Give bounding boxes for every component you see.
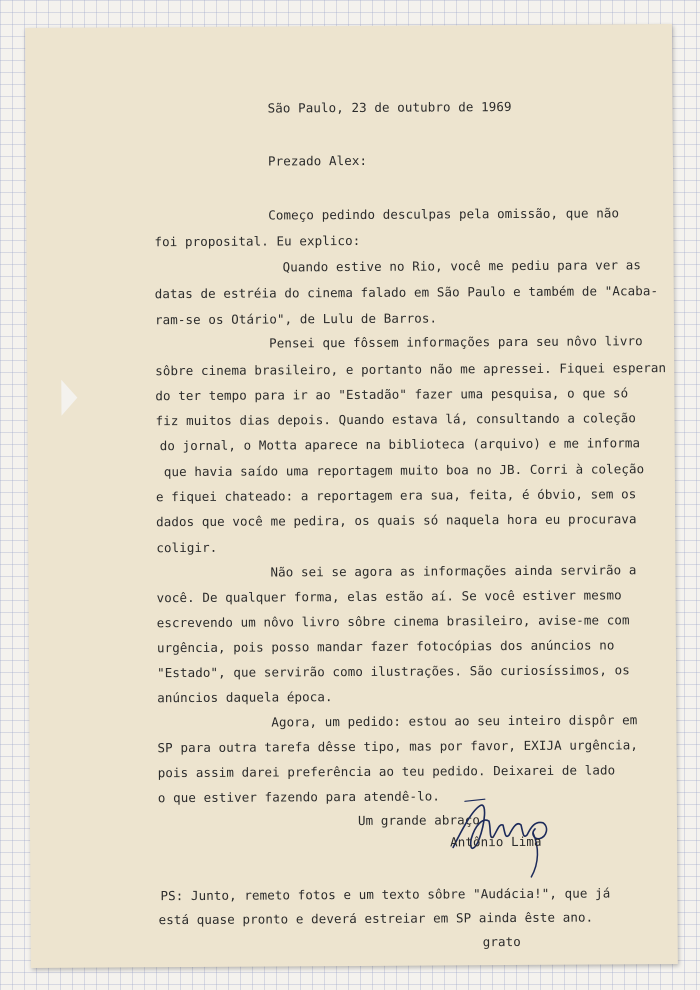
body-line: o que estiver fazendo para atendê-lo.	[157, 788, 441, 806]
body-line: ram-se os Otário", de Lulu de Barros.	[154, 310, 438, 328]
ps-line: está quase pronto e deverá estreiar em SP ainda êste ano.	[158, 909, 594, 928]
letter-closing: Um grande abraço	[357, 812, 481, 828]
body-line: pois assim darei preferência ao teu pedido. Deixarei de lado	[157, 762, 616, 781]
body-line: do ter tempo para ir ao "Estadão" fazer uma pesquisa, o que só	[155, 385, 629, 404]
ps-line: PS: Junto, remeto fotos e um texto sôbre "Audácia!", que já	[160, 885, 611, 904]
letter-salutation: Prezado Alex:	[267, 152, 368, 169]
body-line: foi proposital. Eu explico:	[154, 232, 361, 250]
body-line: Agora, um pedido: estou ao seu inteiro dispôr em	[271, 712, 638, 730]
body-line: "Estado", que servirão como ilustrações. São curiosíssimos, os	[157, 662, 630, 681]
body-line: coligir.	[156, 539, 218, 556]
body-line: SP para outra tarefa dêsse tipo, mas por favor, EXIJA urgência,	[157, 737, 638, 756]
body-line: Começo pedindo desculpas pela omissão, que não	[268, 205, 620, 223]
body-line: fiz muitos dias depois. Quando estava lá, consultando a coleção	[155, 410, 636, 429]
body-line: escrevendo um nôvo livro sôbre cinema brasileiro, avise-me com	[156, 612, 630, 631]
body-line: dados que você me pedira, os quais só naquela hora eu procurava	[156, 511, 637, 530]
signature-name: Antônio Lima	[450, 833, 542, 850]
body-line: Pensei que fôssem informações para seu nôvo livro	[269, 333, 643, 351]
body-line: Não sei se agora as informações ainda servirão a	[270, 562, 637, 580]
body-line: datas de estréia do cinema falado em São Paulo e também de "Acaba-	[154, 283, 659, 302]
body-line: anúncios daquela época.	[157, 689, 333, 706]
body-line: do jornal, o Motta aparece na biblioteca (arquivo) e me informa	[159, 435, 641, 454]
body-line: sôbre cinema brasileiro, e portanto não me apressei. Fiquei esperan	[155, 360, 667, 379]
body-line: Quando estive no Rio, você me pediu para ver as	[282, 257, 642, 275]
body-line: urgência, pois posso mandar fazer fotocópias dos anúncios no	[156, 637, 615, 656]
body-line: você. De qualquer forma, elas estão aí. Se você estiver mesmo	[156, 587, 622, 606]
body-line: e fiquei chateado: a reportagem era sua, feita, é óbvio, sem os	[155, 486, 637, 505]
body-line: que havia saído uma reportagem muito boa no JB. Corri à coleção	[163, 461, 645, 480]
handwritten-note: grato	[482, 933, 521, 950]
letter-date: São Paulo, 23 de outubro de 1969	[267, 99, 512, 116]
letter-page	[25, 24, 678, 968]
